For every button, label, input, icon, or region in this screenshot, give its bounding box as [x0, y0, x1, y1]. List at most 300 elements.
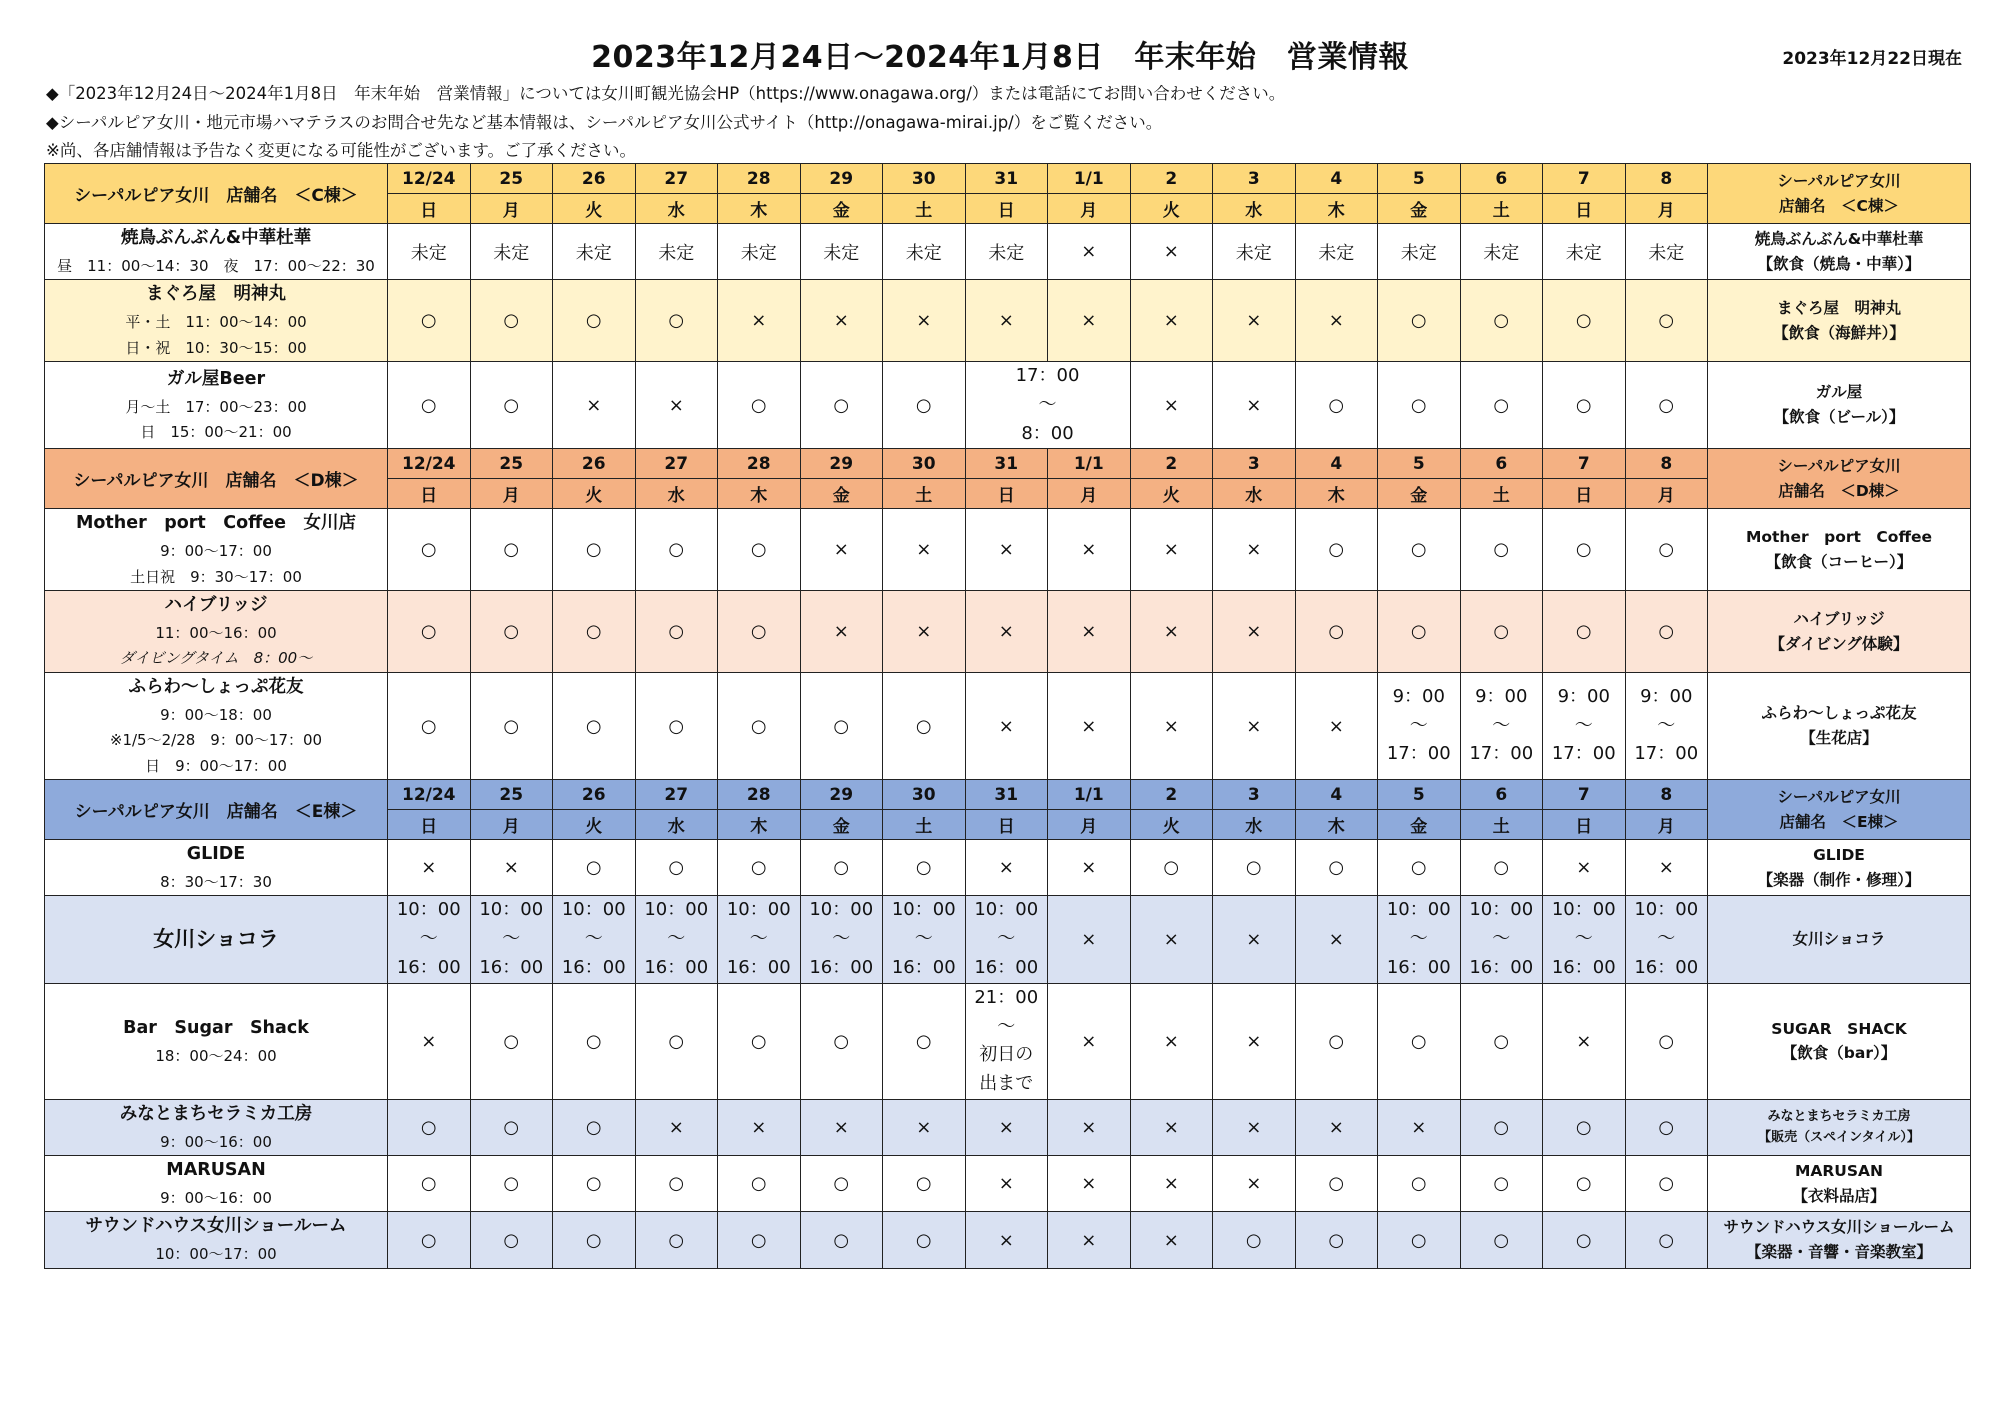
status-cell-line: 10：00 — [1469, 899, 1534, 921]
status-cell: ○ — [718, 509, 801, 591]
business-hours-table — [44, 163, 1971, 1269]
date-header: 31 — [965, 164, 1048, 194]
status-cell: × — [1213, 983, 1296, 1099]
section-header-dates — [45, 449, 1971, 479]
shop-row — [45, 896, 1971, 983]
date-header: 6 — [1460, 449, 1543, 479]
status-cell: ○ — [553, 840, 636, 896]
status-cell: ○ — [635, 280, 718, 362]
shop-hours: 9：00〜17：00 — [160, 542, 272, 561]
status-cell: × — [553, 362, 636, 449]
shop-category-line: GLIDE — [1813, 845, 1865, 864]
weekday-header: 月 — [470, 810, 553, 840]
status-cell: ○ — [1625, 1156, 1708, 1212]
status-cell: ○ — [1543, 362, 1626, 449]
status-cell-line: 16：00 — [809, 956, 874, 978]
weekday-header: 火 — [1130, 194, 1213, 224]
status-cell: 未定 — [1213, 224, 1296, 280]
shop-cell — [45, 840, 388, 896]
status-cell: × — [1048, 1156, 1131, 1212]
status-cell — [883, 896, 966, 983]
status-cell: ○ — [388, 672, 471, 779]
status-cell: 未定 — [1543, 224, 1626, 280]
status-cell-line: 16：00 — [1469, 956, 1534, 978]
status-cell-line: 16：00 — [726, 956, 791, 978]
weekday-header: 月 — [470, 479, 553, 509]
status-cell-line: 10：00 — [974, 899, 1039, 921]
status-cell: ○ — [1543, 1099, 1626, 1155]
status-cell: ○ — [553, 1099, 636, 1155]
status-cell: ○ — [1460, 362, 1543, 449]
status-cell: ○ — [1625, 1099, 1708, 1155]
shop-category-line: 【飲食（ビール）】 — [1773, 408, 1905, 427]
status-cell: ○ — [1295, 362, 1378, 449]
status-cell: 未定 — [470, 224, 553, 280]
status-cell: ○ — [553, 672, 636, 779]
date-header: 3 — [1213, 449, 1296, 479]
status-cell-line: 10：00 — [1551, 899, 1616, 921]
section-right-label-line: シーパルピア女川 — [1777, 171, 1901, 190]
weekday-header: 日 — [965, 479, 1048, 509]
status-cell-line: 10：00 — [396, 899, 461, 921]
status-cell: × — [718, 1099, 801, 1155]
shop-hours: 11：00〜16：00 — [155, 623, 277, 642]
date-header: 2 — [1130, 780, 1213, 810]
status-cell: ○ — [800, 840, 883, 896]
date-header: 1/1 — [1048, 449, 1131, 479]
weekday-header: 月 — [1625, 194, 1708, 224]
status-cell — [1543, 896, 1626, 983]
status-cell: × — [1213, 280, 1296, 362]
weekday-header: 金 — [800, 479, 883, 509]
status-cell: ○ — [800, 1156, 883, 1212]
date-header: 31 — [965, 780, 1048, 810]
shop-category-line: サウンドハウス女川ショールーム — [1723, 1218, 1955, 1237]
status-cell-line: 9：00 — [1640, 685, 1693, 707]
weekday-header: 火 — [553, 194, 636, 224]
status-cell: ○ — [635, 591, 718, 673]
section-right-label — [1708, 780, 1971, 840]
status-cell: 未定 — [388, 224, 471, 280]
date-header: 7 — [1543, 164, 1626, 194]
shop-category-cell — [1708, 983, 1971, 1099]
status-cell-line: 10：00 — [1386, 899, 1451, 921]
status-cell: × — [1295, 1099, 1378, 1155]
status-cell: ○ — [1543, 591, 1626, 673]
status-cell — [965, 983, 1048, 1099]
status-cell: ○ — [718, 1156, 801, 1212]
status-cell: ○ — [388, 1212, 471, 1268]
shop-hours: 9：00〜16：00 — [160, 1132, 272, 1151]
status-cell: × — [1543, 983, 1626, 1099]
status-cell: ○ — [1460, 591, 1543, 673]
status-cell: × — [1625, 840, 1708, 896]
weekday-header: 水 — [635, 479, 718, 509]
status-cell-line: 〜 — [1657, 928, 1676, 950]
note-1: ◆「2023年12月24日〜2024年1月8日 年末年始 営業情報」については女川町観光協会HP（https://www.onagawa.org/）または電話にてお問い合わせください。 — [46, 84, 1286, 103]
weekday-header: 火 — [553, 479, 636, 509]
status-cell: × — [1048, 896, 1131, 983]
status-cell-line: 〜 — [914, 928, 933, 950]
shop-name: みなとまちセラミカ工房 — [119, 1103, 313, 1124]
shop-category-line: ふらわ〜しょっぷ花友 — [1761, 704, 1917, 723]
page-title: 2023年12月24日〜2024年1月8日 年末年始 営業情報 — [591, 40, 1409, 75]
date-header: 27 — [635, 449, 718, 479]
status-cell: ○ — [388, 1099, 471, 1155]
status-cell-line: 〜 — [419, 928, 438, 950]
date-header: 4 — [1295, 449, 1378, 479]
status-cell: × — [1048, 509, 1131, 591]
status-cell-line: 〜 — [1038, 393, 1057, 415]
date-header: 7 — [1543, 449, 1626, 479]
status-cell-line: 〜 — [1574, 928, 1593, 950]
status-cell-line: 16：00 — [561, 956, 626, 978]
shop-hours: ※1/5〜2/28 9：00〜17：00 — [109, 731, 323, 750]
weekday-header: 土 — [883, 194, 966, 224]
shop-hours: 18：00〜24：00 — [155, 1046, 277, 1065]
shop-row — [45, 362, 1971, 449]
status-cell: × — [1130, 896, 1213, 983]
status-cell: ○ — [1460, 983, 1543, 1099]
shop-cell — [45, 509, 388, 591]
weekday-header: 火 — [553, 810, 636, 840]
shop-category-line: MARUSAN — [1794, 1162, 1884, 1181]
weekday-header: 土 — [883, 479, 966, 509]
status-cell: ○ — [1378, 1212, 1461, 1268]
status-cell: ○ — [470, 1099, 553, 1155]
status-cell: × — [1130, 1099, 1213, 1155]
shop-cell — [45, 591, 388, 673]
date-header: 29 — [800, 449, 883, 479]
status-cell — [1543, 672, 1626, 779]
status-cell: ○ — [883, 1212, 966, 1268]
status-cell: × — [1213, 672, 1296, 779]
status-cell: × — [1213, 591, 1296, 673]
shop-name: ハイブリッジ — [164, 595, 268, 616]
shop-category-cell — [1708, 1212, 1971, 1268]
status-cell: ○ — [553, 983, 636, 1099]
shop-category-cell — [1708, 1099, 1971, 1155]
status-cell-line: 〜 — [1574, 714, 1593, 736]
status-cell: ○ — [1460, 280, 1543, 362]
date-header: 8 — [1625, 164, 1708, 194]
shop-row — [45, 224, 1971, 280]
shop-cell — [45, 362, 388, 449]
status-cell: × — [1213, 509, 1296, 591]
status-cell: × — [800, 509, 883, 591]
date-header: 26 — [553, 449, 636, 479]
status-cell-line: 10：00 — [561, 899, 626, 921]
shop-hours: 日 9：00〜17：00 — [145, 756, 287, 775]
status-cell: × — [965, 840, 1048, 896]
date-header: 5 — [1378, 164, 1461, 194]
shop-cell — [45, 224, 388, 280]
shop-category-line: 焼鳥ぶんぶん&中華杜華 — [1754, 229, 1924, 248]
status-cell: × — [1130, 509, 1213, 591]
status-cell: × — [965, 1099, 1048, 1155]
status-cell: ○ — [718, 983, 801, 1099]
section-right-label-line: シーパルピア女川 — [1777, 457, 1901, 476]
date-header: 26 — [553, 164, 636, 194]
date-header: 12/24 — [388, 449, 471, 479]
status-cell: ○ — [635, 1212, 718, 1268]
shop-row — [45, 591, 1971, 673]
shop-name: 焼鳥ぶんぶん&中華杜華 — [120, 228, 312, 248]
status-cell-line: 初日の — [979, 1044, 1034, 1066]
status-cell: ○ — [1378, 983, 1461, 1099]
status-cell: ○ — [1295, 1212, 1378, 1268]
shop-name: ふらわ〜しょっぷ花友 — [128, 676, 304, 697]
shop-category-line: ガル屋 — [1815, 383, 1863, 402]
status-cell: × — [1213, 896, 1296, 983]
status-cell: ○ — [883, 362, 966, 449]
shop-category-line: 【販売（スペインタイル）】 — [1758, 1129, 1920, 1145]
weekday-header: 金 — [1378, 479, 1461, 509]
status-cell — [965, 896, 1048, 983]
status-cell: ○ — [1543, 1156, 1626, 1212]
status-cell: × — [1048, 672, 1131, 779]
weekday-header: 金 — [1378, 194, 1461, 224]
shop-hours: 8：30〜17：30 — [160, 872, 272, 891]
status-cell-line: 〜 — [584, 928, 603, 950]
shop-row — [45, 280, 1971, 362]
shop-hours: 月〜土 17：00〜23：00 — [125, 397, 307, 416]
status-cell-line: 10：00 — [479, 899, 544, 921]
weekday-header: 火 — [1130, 810, 1213, 840]
date-header: 25 — [470, 449, 553, 479]
shop-name: 女川ショコラ — [153, 926, 279, 951]
shop-cell — [45, 672, 388, 779]
status-cell: ○ — [1625, 280, 1708, 362]
section-right-label-line: シーパルピア女川 — [1777, 787, 1901, 806]
status-cell-line: 17：00 — [1551, 743, 1616, 765]
status-cell: ○ — [1543, 280, 1626, 362]
status-cell: ○ — [1295, 1156, 1378, 1212]
status-cell: × — [1130, 280, 1213, 362]
status-cell: ○ — [718, 362, 801, 449]
status-cell-line: 10：00 — [891, 899, 956, 921]
status-cell: × — [965, 280, 1048, 362]
shop-category-line: 女川ショコラ — [1792, 930, 1886, 949]
date-header: 28 — [718, 449, 801, 479]
status-cell: × — [470, 840, 553, 896]
status-cell: × — [1213, 1099, 1296, 1155]
status-cell: × — [1213, 1156, 1296, 1212]
status-cell: × — [1130, 1212, 1213, 1268]
status-cell: 未定 — [1625, 224, 1708, 280]
status-cell-line: 10：00 — [809, 899, 874, 921]
status-cell-line: 16：00 — [1634, 956, 1699, 978]
status-cell-line: 出まで — [979, 1073, 1034, 1095]
status-cell: × — [800, 1099, 883, 1155]
shop-category-line: 【飲食（コーヒー）】 — [1765, 552, 1913, 571]
status-cell: × — [1130, 224, 1213, 280]
weekday-header: 金 — [800, 810, 883, 840]
status-cell-line: 〜 — [832, 928, 851, 950]
status-cell-line: 〜 — [667, 928, 686, 950]
weekday-header: 日 — [1543, 479, 1626, 509]
weekday-header: 日 — [965, 194, 1048, 224]
weekday-header: 木 — [1295, 810, 1378, 840]
shop-cell — [45, 1099, 388, 1155]
status-cell: × — [1130, 1156, 1213, 1212]
status-cell: × — [965, 1212, 1048, 1268]
status-cell-line: 〜 — [1409, 928, 1428, 950]
shop-row — [45, 672, 1971, 779]
status-cell: × — [1543, 840, 1626, 896]
status-cell-line: 〜 — [997, 928, 1016, 950]
weekday-header: 日 — [388, 479, 471, 509]
weekday-header: 日 — [388, 194, 471, 224]
status-cell: ○ — [388, 280, 471, 362]
status-cell: × — [635, 362, 718, 449]
status-cell: × — [1213, 362, 1296, 449]
status-cell: × — [800, 280, 883, 362]
date-header: 31 — [965, 449, 1048, 479]
status-cell — [470, 896, 553, 983]
status-cell-line: 9：00 — [1392, 685, 1445, 707]
section-label: シーパルピア女川 店舗名 ＜E棟＞ — [45, 780, 388, 840]
date-header: 27 — [635, 164, 718, 194]
status-cell: ○ — [1213, 1212, 1296, 1268]
status-cell: × — [1048, 840, 1131, 896]
weekday-header: 木 — [1295, 194, 1378, 224]
shop-category-line: 【飲食（焼鳥・中華）】 — [1757, 254, 1921, 273]
status-cell: × — [1048, 1212, 1131, 1268]
weekday-header: 日 — [1543, 194, 1626, 224]
status-cell-line: 16：00 — [891, 956, 956, 978]
status-cell-line: 10：00 — [644, 899, 709, 921]
status-cell: × — [1130, 983, 1213, 1099]
status-cell-line: 10：00 — [1634, 899, 1699, 921]
status-cell: × — [1048, 983, 1131, 1099]
status-cell: ○ — [1378, 509, 1461, 591]
status-cell: × — [883, 280, 966, 362]
date-header: 5 — [1378, 780, 1461, 810]
status-cell: ○ — [883, 1156, 966, 1212]
shop-category-line: 【楽器・音響・音楽教室】 — [1745, 1243, 1932, 1262]
status-cell: ○ — [800, 362, 883, 449]
status-cell: ○ — [1130, 840, 1213, 896]
status-cell: ○ — [718, 672, 801, 779]
weekday-header: 金 — [800, 194, 883, 224]
date-header: 25 — [470, 780, 553, 810]
status-cell — [965, 362, 1130, 449]
shop-cell — [45, 280, 388, 362]
status-cell-line: 17：00 — [1386, 743, 1451, 765]
date-header: 3 — [1213, 164, 1296, 194]
date-header: 28 — [718, 780, 801, 810]
shop-hours: 昼 11：00〜14：30 夜 17：00〜22：30 — [57, 256, 375, 275]
date-header: 28 — [718, 164, 801, 194]
date-header: 30 — [883, 164, 966, 194]
shop-name: まぐろ屋 明神丸 — [146, 284, 286, 305]
status-cell — [1460, 896, 1543, 983]
status-cell: 未定 — [883, 224, 966, 280]
weekday-header: 月 — [1625, 810, 1708, 840]
weekday-header: 水 — [1213, 810, 1296, 840]
status-cell: ○ — [1295, 983, 1378, 1099]
weekday-header: 月 — [1625, 479, 1708, 509]
shop-category-cell — [1708, 896, 1971, 983]
status-cell-line: 16：00 — [1551, 956, 1616, 978]
status-cell: ○ — [553, 280, 636, 362]
status-cell — [1625, 896, 1708, 983]
status-cell: ○ — [883, 983, 966, 1099]
status-cell: ○ — [388, 362, 471, 449]
status-cell-line: 16：00 — [1386, 956, 1451, 978]
status-cell: × — [1130, 591, 1213, 673]
date-header: 3 — [1213, 780, 1296, 810]
status-cell: ○ — [388, 509, 471, 591]
weekday-header: 土 — [883, 810, 966, 840]
status-cell — [1625, 672, 1708, 779]
date-header: 27 — [635, 780, 718, 810]
shop-category-cell — [1708, 280, 1971, 362]
status-cell: 未定 — [718, 224, 801, 280]
shop-category-line: 【生花店】 — [1800, 729, 1878, 748]
status-cell-line: 9：00 — [1557, 685, 1610, 707]
status-cell: ○ — [1378, 840, 1461, 896]
shop-category-line: Mother port Coffee — [1745, 527, 1933, 546]
section-header-dates — [45, 780, 1971, 810]
shop-name: GLIDE — [186, 844, 246, 865]
status-cell-line: 16：00 — [479, 956, 544, 978]
shop-hours: 10：00〜17：00 — [155, 1245, 277, 1264]
weekday-header: 水 — [635, 194, 718, 224]
status-cell: × — [965, 591, 1048, 673]
status-cell: × — [635, 1099, 718, 1155]
note-3: ※尚、各店舗情報は予告なく変更になる可能性がございます。ご了承ください。 — [46, 141, 637, 160]
shop-hours: 9：00〜16：00 — [160, 1188, 272, 1207]
status-cell: ○ — [388, 591, 471, 673]
weekday-header: 土 — [1460, 479, 1543, 509]
date-header: 12/24 — [388, 780, 471, 810]
weekday-header: 月 — [1048, 810, 1131, 840]
status-cell: ○ — [470, 591, 553, 673]
status-cell-line: 8：00 — [1021, 422, 1074, 444]
section-label: シーパルピア女川 店舗名 ＜D棟＞ — [45, 449, 388, 509]
status-cell: × — [965, 672, 1048, 779]
status-cell: 未定 — [800, 224, 883, 280]
status-cell — [388, 896, 471, 983]
shop-category-line: 【飲食（海鮮丼）】 — [1773, 323, 1905, 342]
weekday-header: 火 — [1130, 479, 1213, 509]
section-header-dates — [45, 164, 1971, 194]
shop-hours: 日 15：00〜21：00 — [140, 423, 292, 442]
status-cell-line: 〜 — [1492, 928, 1511, 950]
status-cell-line: 16：00 — [396, 956, 461, 978]
status-cell-line: 〜 — [1492, 714, 1511, 736]
date-header: 2 — [1130, 164, 1213, 194]
status-cell: ○ — [388, 1156, 471, 1212]
status-cell: ○ — [635, 509, 718, 591]
status-cell: ○ — [1295, 591, 1378, 673]
date-header: 8 — [1625, 780, 1708, 810]
shop-row — [45, 840, 1971, 896]
status-cell: ○ — [1460, 1156, 1543, 1212]
status-cell — [800, 896, 883, 983]
status-cell-line: 〜 — [997, 1015, 1016, 1037]
weekday-header: 水 — [635, 810, 718, 840]
date-header: 29 — [800, 780, 883, 810]
as-of-date: 2023年12月22日現在 — [1782, 49, 1962, 69]
status-cell: × — [388, 840, 471, 896]
shop-category-cell — [1708, 1156, 1971, 1212]
weekday-header: 水 — [1213, 479, 1296, 509]
weekday-header: 金 — [1378, 810, 1461, 840]
status-cell: ○ — [1295, 509, 1378, 591]
